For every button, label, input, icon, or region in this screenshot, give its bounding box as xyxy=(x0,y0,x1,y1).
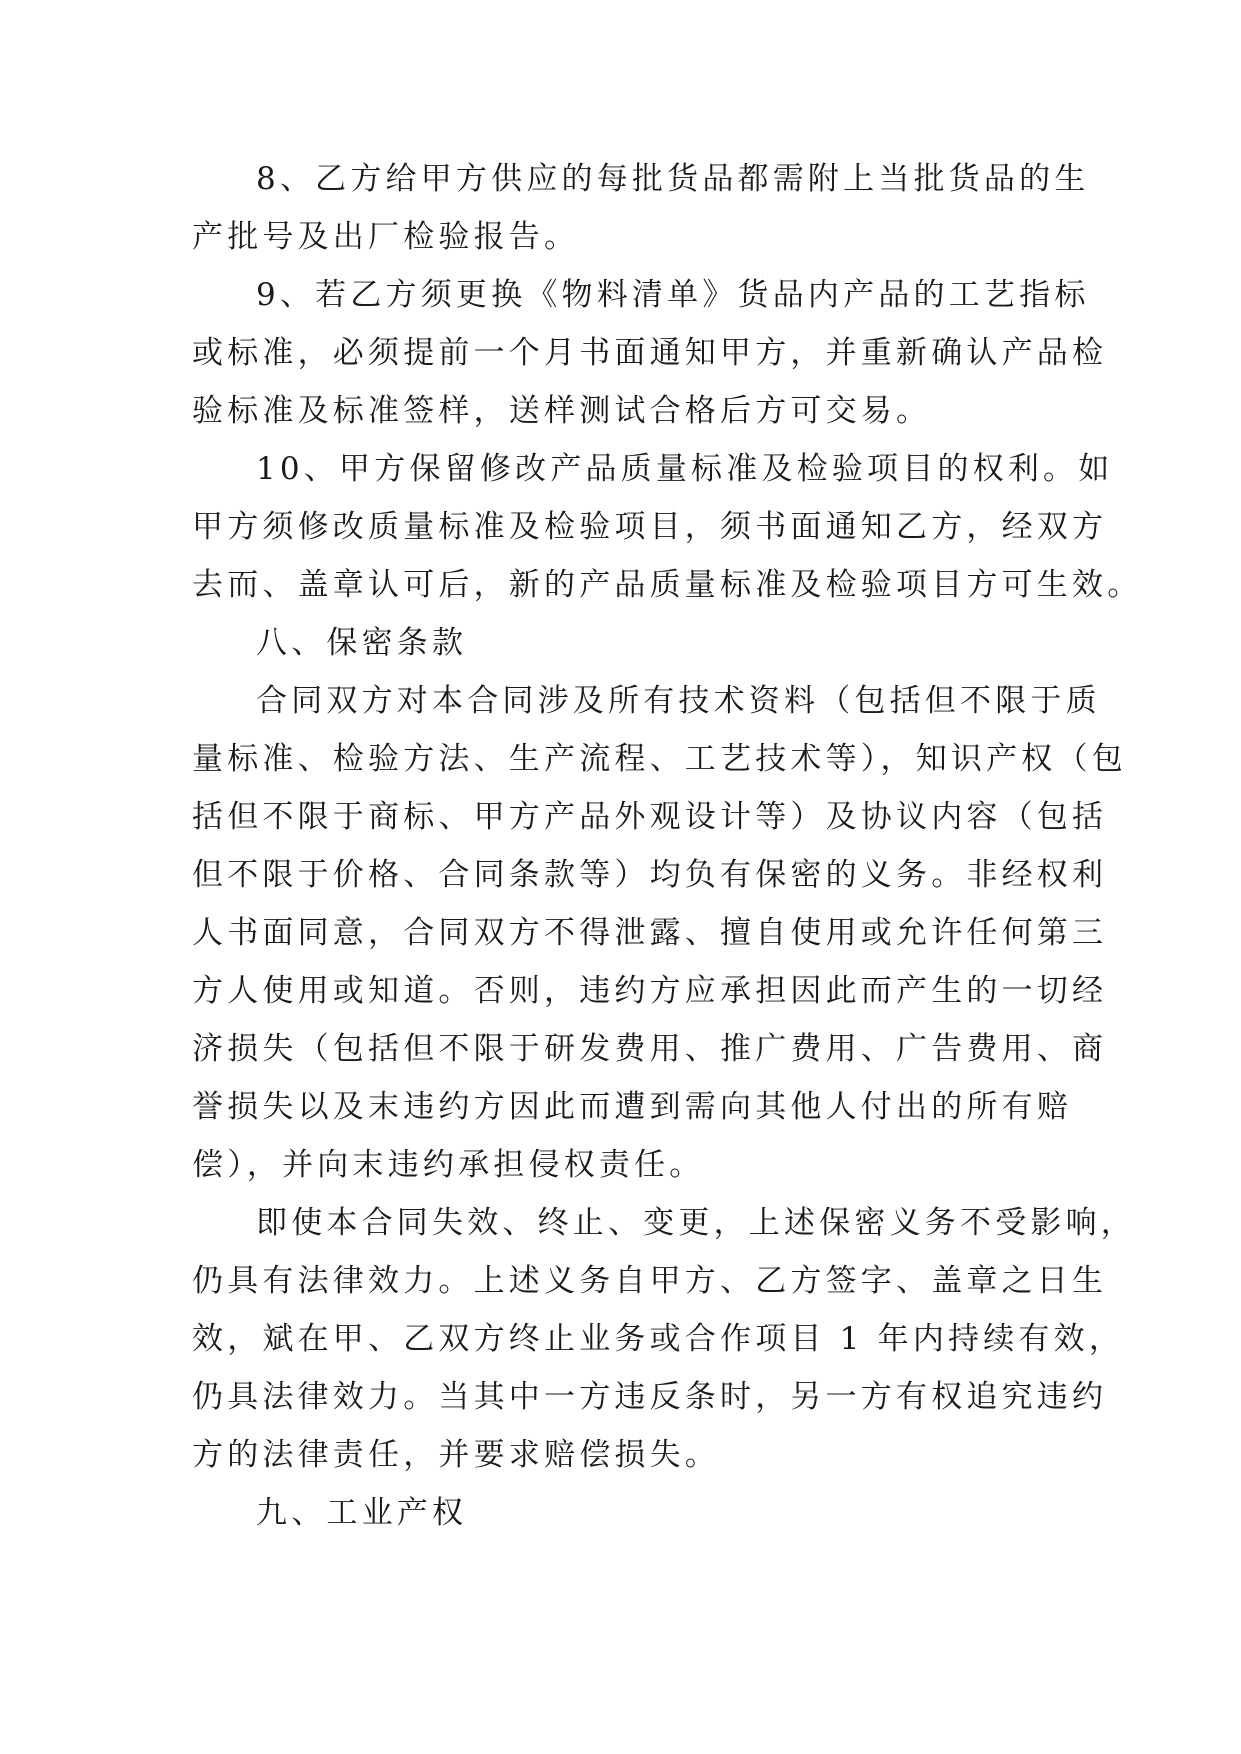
confidentiality-para-2-line-4: 仍具法律效力。当其中一方违反条时，另一方有权追究违约 xyxy=(192,1379,1108,1415)
confidentiality-para-1-line-4: 但不限于价格、合同条款等）均负有保密的义务。非经权利 xyxy=(192,857,1108,893)
confidentiality-para-1-line-3: 括但不限于商标、甲方产品外观设计等）及协议内容（包括 xyxy=(192,799,1108,835)
section-heading-industrial-property: 九、工业产权 xyxy=(256,1495,468,1531)
confidentiality-para-2-line-1: 即使本合同失效、终止、变更，上述保密义务不受影响， xyxy=(256,1205,1136,1241)
confidentiality-para-1-line-2: 量标准、检验方法、生产流程、工艺技术等），知识产权（包 xyxy=(192,741,1127,777)
section-heading-confidentiality: 八、保密条款 xyxy=(256,625,468,661)
confidentiality-para-1-line-7: 济损失（包括但不限于研发费用、推广费用、广告费用、商 xyxy=(192,1031,1108,1067)
confidentiality-para-1-line-1: 合同双方对本合同涉及所有技术资料（包括但不限于质 xyxy=(256,683,1101,719)
confidentiality-para-1-line-9: 偿），并向末违约承担侵权责任。 xyxy=(192,1147,705,1183)
clause-9-line-2: 或标准，必须提前一个月书面通知甲方，并重新确认产品检 xyxy=(192,335,1108,371)
clause-9-line-3: 验标准及标准签样，送样测试合格后方可交易。 xyxy=(192,393,932,429)
clause-8-line-1: 8、乙方给甲方供应的每批货品都需附上当批货品的生 xyxy=(256,161,1090,197)
clause-10-line-2: 甲方须修改质量标准及检验项目，须书面通知乙方，经双方 xyxy=(192,509,1108,545)
confidentiality-para-1-line-8: 誉损失以及末违约方因此而遭到需向其他人付出的所有赔 xyxy=(192,1089,1072,1125)
clause-9-line-1: 9、若乙方须更换《物料清单》货品内产品的工艺指标 xyxy=(256,277,1090,313)
confidentiality-para-2-line-2: 仍具有法律效力。上述义务自甲方、乙方签字、盖章之日生 xyxy=(192,1263,1108,1299)
clause-10-line-1: 10、甲方保留修改产品质量标准及检验项目的权利。如 xyxy=(256,451,1114,487)
confidentiality-para-1-line-5: 人书面同意，合同双方不得泄露、擅自使用或允许任何第三 xyxy=(192,915,1108,951)
clause-8-line-2: 产批号及出厂检验报告。 xyxy=(192,219,580,255)
confidentiality-para-2-line-3: 效，斌在甲、乙双方终止业务或合作项目 1 年内持续有效， xyxy=(192,1321,1125,1357)
confidentiality-para-2-line-5: 方的法律责任，并要求赔偿损失。 xyxy=(192,1437,720,1473)
document-page xyxy=(192,150,1143,1542)
confidentiality-para-1-line-6: 方人使用或知道。否则，违约方应承担因此而产生的一切经 xyxy=(192,973,1108,1009)
clause-10-line-3: 去而、盖章认可后，新的产品质量标准及检验项目方可生效。 xyxy=(192,567,1143,603)
